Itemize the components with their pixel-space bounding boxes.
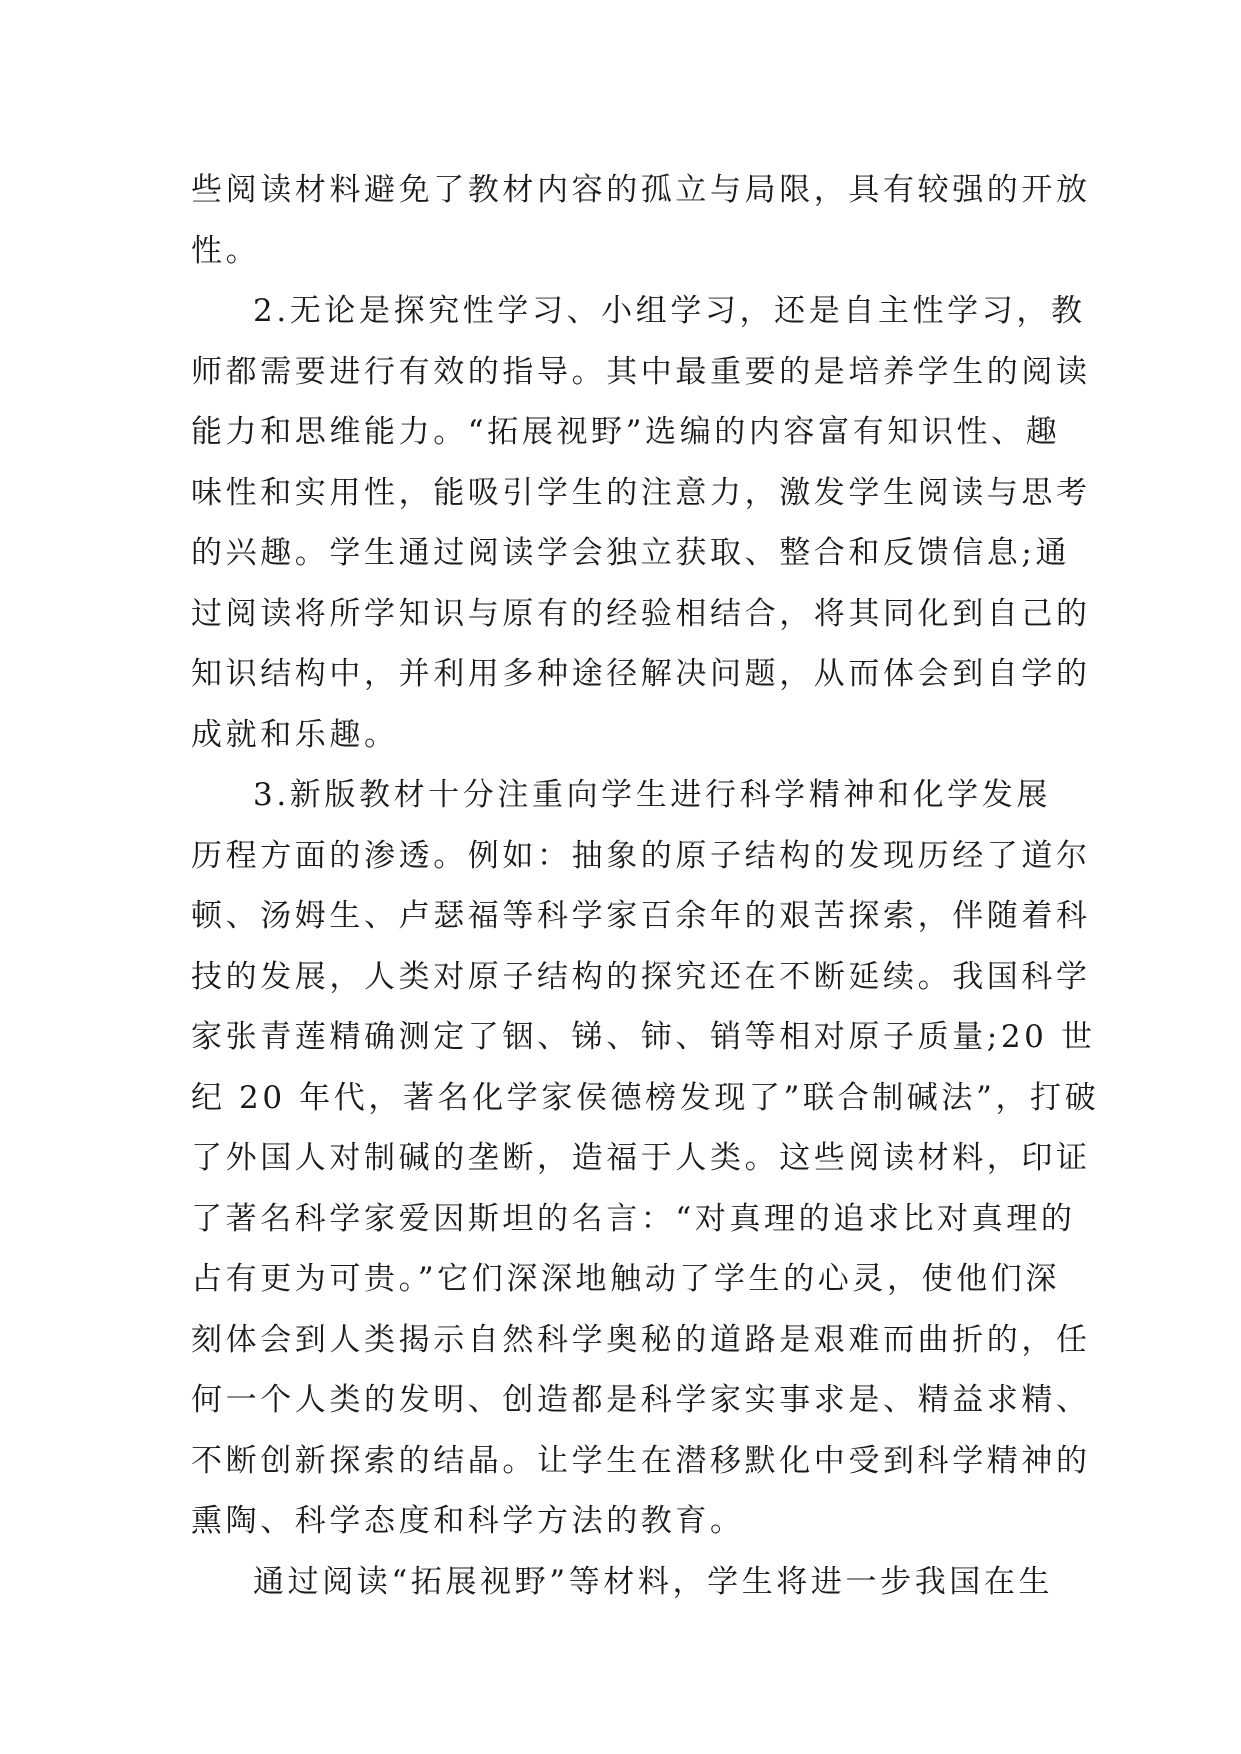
text-line: 性。: [191, 232, 261, 269]
text-line: 知识结构中，并利用多种途径解决问题，从而体会到自学的: [191, 656, 1091, 692]
text-line: 刻体会到人类揭示自然科学奥秘的道路是艰难而曲折的，任: [191, 1321, 1091, 1358]
text-line: 些阅读材料避免了教材内容的孤立与局限，具有较强的开放: [191, 172, 1091, 208]
text-line: 纪 20 年代，著名化学家侯德榜发现了”联合制碱法”，打破: [191, 1079, 1100, 1116]
text-line: 熏陶、科学态度和科学方法的教育。: [191, 1503, 745, 1539]
text-line: 历程方面的渗透。例如：抽象的原子结构的发现历经了道尔: [191, 837, 1091, 874]
text-line: 师都需要进行有效的指导。其中最重要的是培养学生的阅读: [191, 353, 1091, 390]
text-line: 3.新版教材十分注重向学生进行科学精神和化学发展: [253, 777, 1051, 813]
text-line: 通过阅读“拓展视野”等材料，学生将进一步我国在生: [253, 1563, 1054, 1600]
text-line: 不断创新探索的结晶。让学生在潜移默化中受到科学精神的: [191, 1442, 1091, 1479]
text-line: 2.无论是探究性学习、小组学习，还是自主性学习，教: [253, 293, 1086, 329]
text-line: 的兴趣。学生通过阅读学会独立获取、整合和反馈信息;通: [191, 535, 1071, 571]
text-line: 占有更为可贵。”它们深深地触动了学生的心灵，使他们深: [191, 1261, 1060, 1297]
body-text: [191, 160, 1100, 1612]
text-line: 顿、汤姆生、卢瑟福等科学家百余年的艰苦探索，伴随着科: [191, 898, 1091, 934]
text-line: 过阅读将所学知识与原有的经验相结合，将其同化到自己的: [191, 595, 1091, 632]
text-line: 何一个人类的发明、创造都是科学家实事求是、精益求精、: [191, 1382, 1091, 1418]
text-line: 了外国人对制碱的垄断，造福于人类。这些阅读材料，印证: [191, 1140, 1091, 1176]
text-line: 技的发展，人类对原子结构的探究还在不断延续。我国科学: [191, 958, 1091, 995]
text-line: 味性和实用性，能吸引学生的注意力，激发学生阅读与思考: [191, 474, 1091, 511]
text-line: 能力和思维能力。“拓展视野”选编的内容富有知识性、趣: [191, 414, 1061, 450]
text-line: 了著名科学家爱因斯坦的名言：“对真理的追求比对真理的: [191, 1200, 1076, 1237]
text-line: 成就和乐趣。: [191, 716, 399, 753]
text-line: 家张青莲精确测定了铟、锑、铈、销等相对原子质量;20 世: [191, 1019, 1096, 1055]
